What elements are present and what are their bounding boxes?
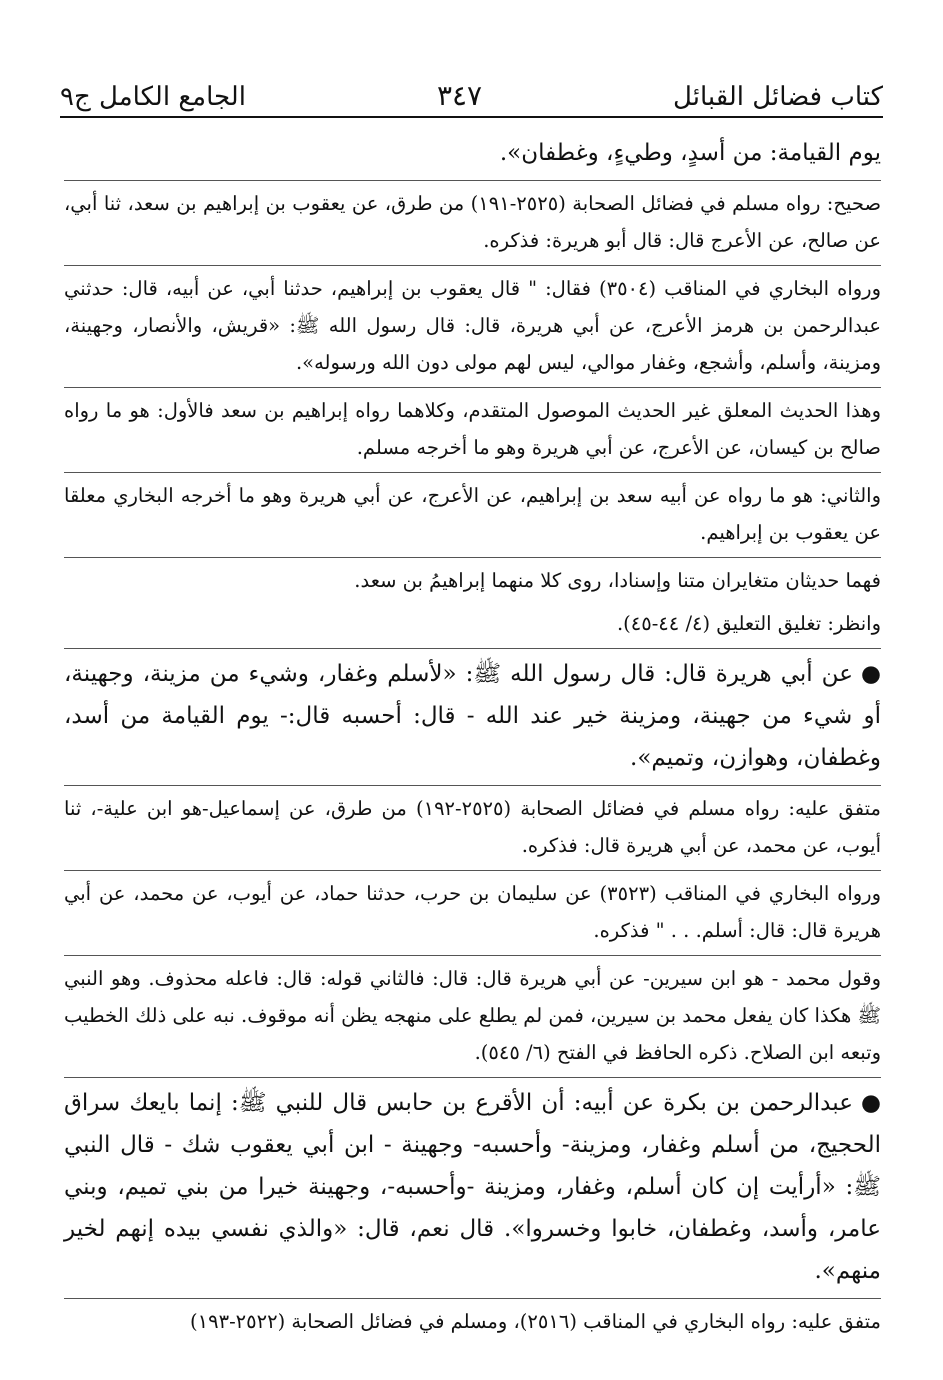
paragraph: ورواه البخاري في المناقب (٣٥٠٤) فقال: " قال يعقوب بن إبراهيم، حدثنا أبي، عن أبيه، قال: حدثني عبدالرحمن بن هرمز الأعرج، عن أبي هريرة، قال: قال رسول الله ﷺ: «قريش، والأنصار، وجهينة، ومزينة، وأسلم، وأشجع، وغفار موالي، ليس لهم مولى دون الله ورسوله». — [64, 277, 881, 374]
section-divider — [64, 870, 881, 871]
page-number: ٣٤٧ — [436, 79, 483, 112]
bullet-icon: ● — [860, 1090, 881, 1116]
paragraph: متفق عليه: رواه البخاري في المناقب (٢٥١٦)، ومسلم في فضائل الصحابة (٢٥٢٢-١٩٣) — [190, 1310, 881, 1333]
page-body — [64, 132, 881, 1346]
hadith-paragraph: ●عبدالرحمن بن بكرة عن أبيه: أن الأقرع بن حابس قال للنبي ﷺ: إنما بايعك سراق الحجيج، من أسلم وغفار، ومزينة- وأحسبه- وجهينة - ابن أبي يعقوب شك - قال النبي ﷺ: «أرأيت إن كان أسلم، وغفار، ومزينة -وأحسبه-، وجهينة خيرا من بني تميم، وبني عامر، وأسد، وغطفان، خابوا وخسروا». قال نعم، قال: «والذي نفسي بيده إنهم لخير منهم». — [64, 1082, 881, 1292]
paragraph: صحيح: رواه مسلم في فضائل الصحابة (٢٥٢٥-١٩١) من طرق، عن يعقوب بن إبراهيم بن سعد، ثنا أبي، عن صالح، عن الأعرج قال: قال أبو هريرة: فذكره. — [64, 192, 881, 252]
section-divider — [64, 648, 881, 649]
paragraph: وهذا الحديث المعلق غير الحديث الموصول المتقدم، وكلاهما رواه إبراهيم بن سعد فالأول: هو ما رواه صالح بن كيسان، عن الأعرج، عن أبي هريرة وهو ما أخرجه مسلم. — [64, 399, 881, 459]
section-divider — [64, 387, 881, 388]
paragraph: متفق عليه: رواه مسلم في فضائل الصحابة (٢٥٢٥-١٩٢) من طرق، عن إسماعيل-هو ابن علية-، ثنا أيوب، عن محمد، عن أبي هريرة قال: فذكره. — [64, 797, 881, 857]
paragraph: وانظر: تغليق التعليق (٤/ ٤٤-٤٥). — [616, 612, 881, 635]
header-rule — [60, 116, 883, 118]
volume-title: الجامع الكامل ج٩ — [60, 82, 246, 112]
section-divider — [64, 557, 881, 558]
paragraph: والثاني: هو ما رواه عن أبيه سعد بن إبراهيم، عن الأعرج، عن أبي هريرة وهو ما أخرجه البخاري معلقا عن يعقوب بن إبراهيم. — [64, 484, 881, 544]
paragraph: وقول محمد - هو ابن سيرين- عن أبي هريرة قال: قال: فالثاني قوله: قال: فاعله محذوف. وهو النبي ﷺ هكذا كان يفعل محمد بن سيرين، فمن لم يطلع على منهجه يظن أنه موقوف. نبه على ذلك الخطيب وتبعه ابن الصلاح. ذكره الحافظ في الفتح (٦/ ٥٤٥). — [64, 967, 881, 1064]
book-title: كتاب فضائل القبائل — [673, 82, 883, 112]
section-divider — [64, 1298, 881, 1299]
section-divider — [64, 955, 881, 956]
paragraph: ورواه البخاري في المناقب (٣٥٢٣) عن سليمان بن حرب، حدثنا حماد، عن أيوب، عن محمد، عن أبي هريرة قال: قال: أسلم. . . " فذكره. — [64, 882, 881, 942]
section-divider — [64, 1077, 881, 1078]
page-header — [60, 62, 883, 110]
paragraph: فهما حديثان متغايران متنا وإسنادا، روى كلا منهما إبراهيمُ بن سعد. — [354, 569, 881, 592]
paragraph: يوم القيامة: من أسدٍ، وطيءٍ، وغطفان». — [499, 140, 881, 166]
section-divider — [64, 785, 881, 786]
hadith-paragraph: ●عن أبي هريرة قال: قال رسول الله ﷺ: «لأسلم وغفار، وشيء من مزينة، وجهينة، أو شيء من جهينة، ومزينة خير عند الله - قال: أحسبه قال:- يوم القيامة من أسد، وغطفان، وهوازن، وتميم». — [64, 653, 881, 779]
bullet-icon: ● — [860, 661, 881, 687]
section-divider — [64, 472, 881, 473]
section-divider — [64, 265, 881, 266]
section-divider — [64, 180, 881, 181]
